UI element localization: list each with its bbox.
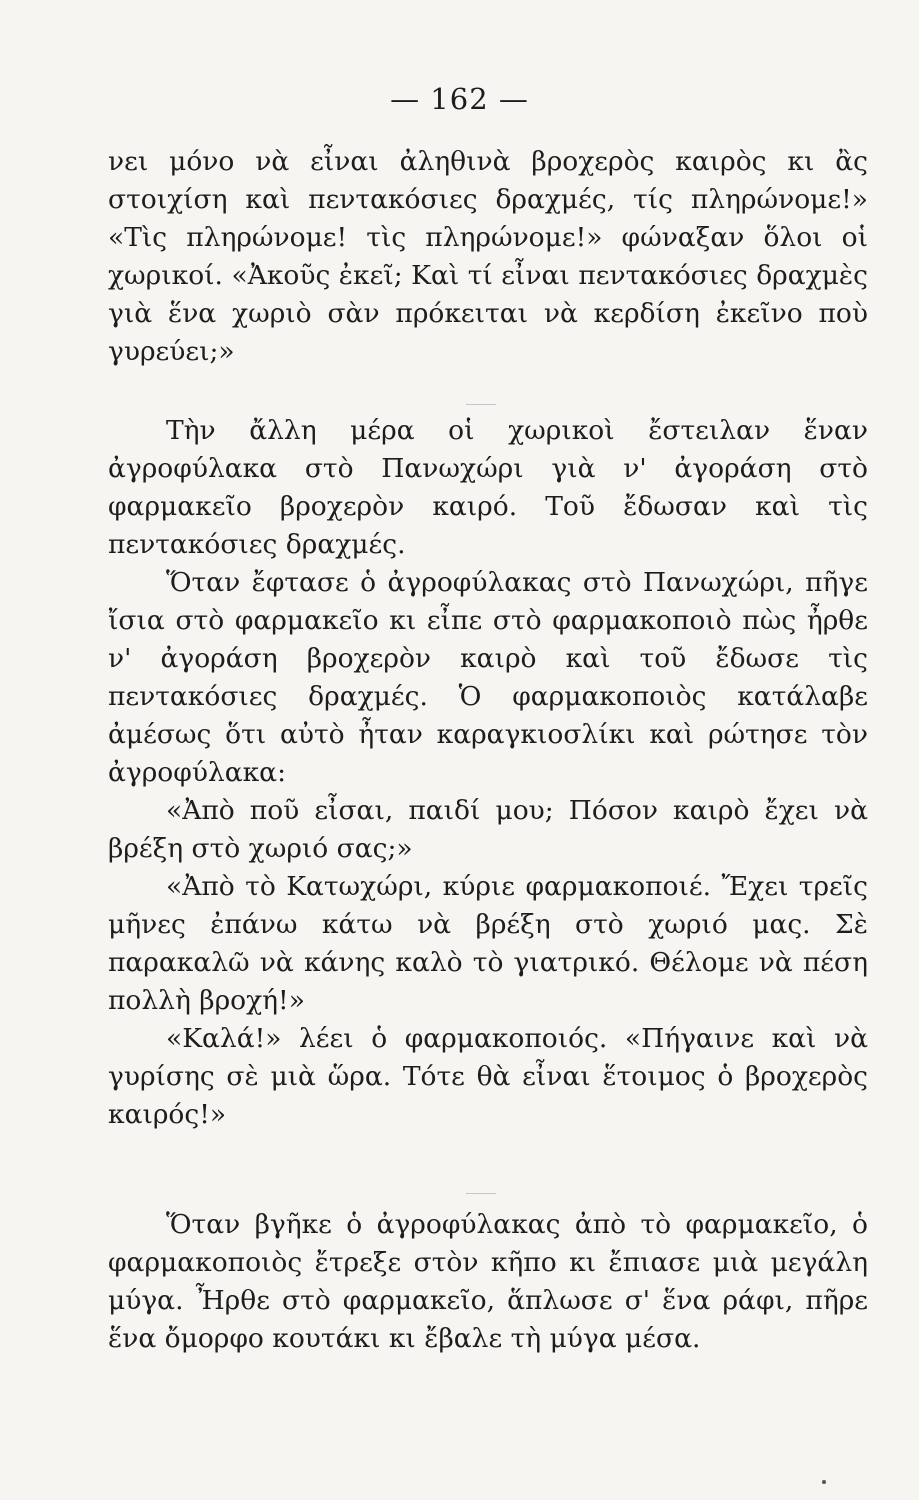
- paragraph-1: νει μόνο νὰ εἶναι ἀληθινὰ βροχερὸς καιρὸς κι ἂς στοιχίση καὶ πεντακόσιες δραχμές, τίς πληρώνομε!» «Τὶς πληρώνομε! τὶς πληρώνομε!» φώναξαν ὅλοι οἱ χωρικοί. «Ἀκοῦς ἐκεῖ; Καὶ τί εἶναι πεντακόσιες δραχμὲς γιὰ ἕνα χωριὸ σὰν πρόκειται νὰ κερδίση ἐκεῖνο ποὺ γυρεύει;»: [108, 146, 868, 367]
- text-block-1: [108, 143, 868, 371]
- paragraph-5: «Ἀπὸ τὸ Κατωχώρι, κύριε φαρμακοποιέ. Ἔχει τρεῖς μῆνες ἐπάνω κάτω νὰ βρέξη στὸ χωριό μας. Σὲ παρακαλῶ νὰ κάνης καλὸ τὸ γιατρικό. Θέλομε νὰ πέση πολλὴ βροχή!»: [108, 871, 868, 1016]
- paragraph-2: Τὴν ἄλλη μέρα οἱ χωρικοὶ ἔστειλαν ἕναν ἀγροφύλακα στὸ Πανωχώρι γιὰ ν' ἀγοράση στὸ φαρμακεῖο βροχερὸν καιρό. Τοῦ ἔδωσαν καὶ τὶς πεντακόσιες δραχμές.: [108, 415, 868, 560]
- page-number: — 162 —: [390, 82, 529, 116]
- paragraph-6: «Καλά!» λέει ὁ φαρμακοποιός. «Πήγαινε καὶ νὰ γυρίσης σὲ μιὰ ὥρα. Τότε θὰ εἶναι ἕτοιμος ὁ βροχερὸς καιρός!»: [108, 1023, 868, 1130]
- page-speck: [822, 1480, 826, 1484]
- paragraph-3: Ὅταν ἔφτασε ὁ ἀγροφύλακας στὸ Πανωχώρι, πῆγε ἴσια στὸ φαρμακεῖο κι εἶπε στὸ φαρμακοποιὸ πὼς ἦρθε ν' ἀγοράση βροχερὸν καιρὸ καὶ τοῦ ἔδωσε τὶς πεντακόσιες δραχμές. Ὁ φαρμακοποιὸς κατάλαβε ἀμέσως ὅτι αὐτὸ ἦταν καραγκιοσλίκι καὶ ρώτησε τὸν ἀγροφύλακα:: [108, 567, 868, 788]
- section-divider-1: [466, 404, 496, 405]
- section-divider-2: [466, 1193, 496, 1194]
- text-block-3: [108, 1206, 868, 1358]
- paragraph-7: Ὅταν βγῆκε ὁ ἀγροφύλακας ἀπὸ τὸ φαρμακεῖο, ὁ φαρμακοποιὸς ἔτρεξε στὸν κῆπο κι ἔπιασε μιὰ μεγάλη μύγα. Ἦρθε στὸ φαρμακεῖο, ἅπλωσε σ' ἕνα ράφι, πῆρε ἕνα ὄμορφο κουτάκι κι ἔβαλε τὴ μύγα μέσα.: [108, 1209, 868, 1354]
- text-block-2: [108, 412, 868, 1134]
- paragraph-4: «Ἀπὸ ποῦ εἶσαι, παιδί μου; Πόσον καιρὸ ἔχει νὰ βρέξη στὸ χωριό σας;»: [108, 795, 868, 864]
